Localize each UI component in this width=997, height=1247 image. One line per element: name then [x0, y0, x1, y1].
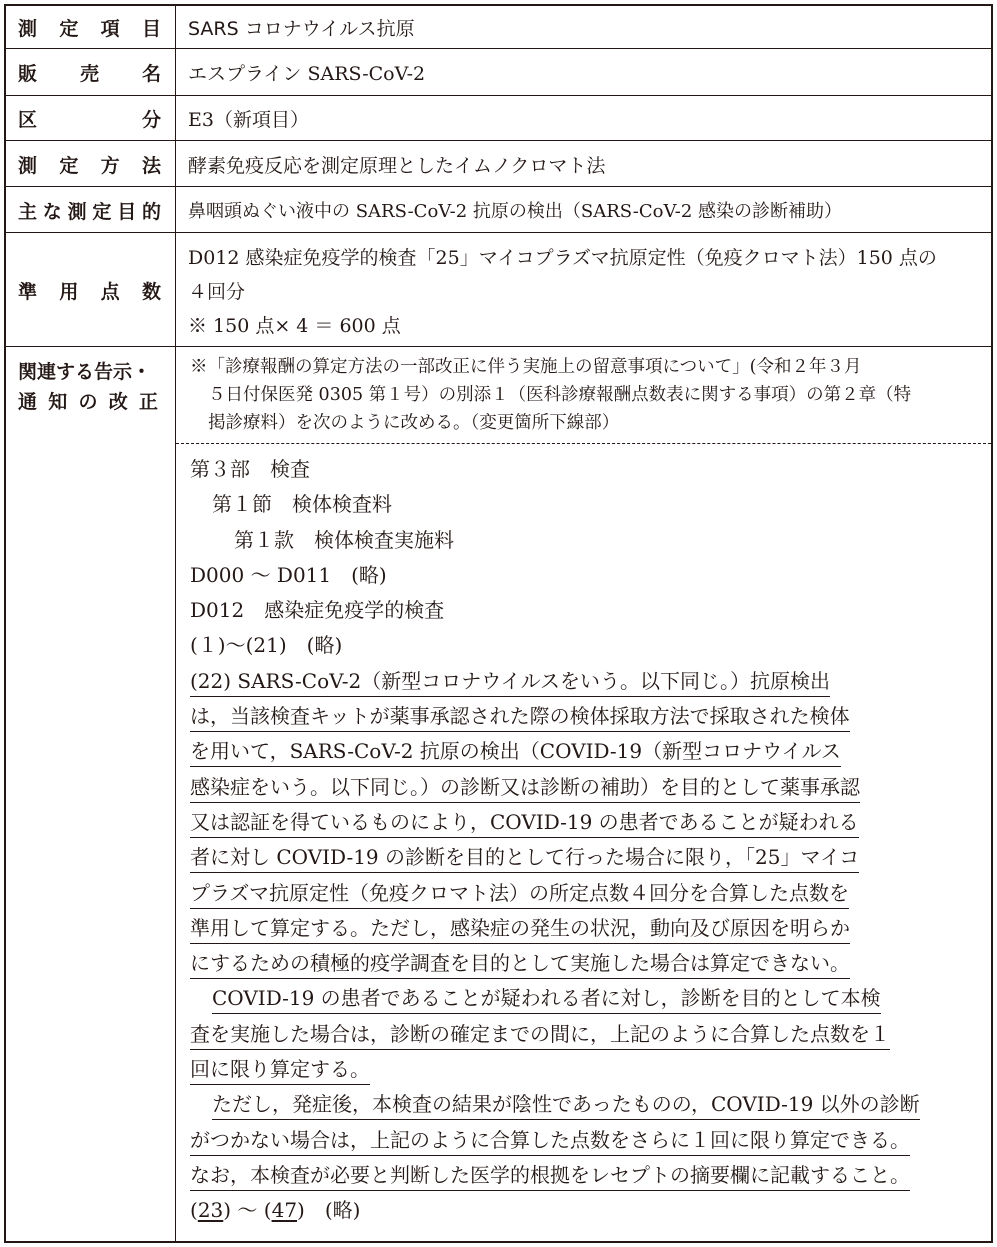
notice-intro-line: ５日付保医発 0305 第１号）の別添１（医科診療報酬点数表に関する事項）の第２章（特: [208, 385, 912, 405]
label-category: 区 分: [6, 96, 176, 141]
notice-intro: [176, 347, 991, 444]
body-line: D000 ～ D011 (略): [190, 562, 387, 587]
points-line-1: D012 感染症免疫学的検査「25」マイコプラズマ抗原定性（免疫クロマト法）150 点の: [188, 247, 937, 269]
document-table: [4, 4, 993, 1243]
value-purpose: 鼻咽頭ぬぐい液中の SARS-CoV-2 抗原の検出（SARS-CoV-2 感染の診断補助）: [188, 201, 843, 222]
body-line: (１)～(21) (略): [190, 633, 343, 658]
body-last-line: [190, 1193, 981, 1228]
last-c: ) ～ (: [223, 1198, 272, 1223]
last-b: 23: [197, 1198, 224, 1223]
underlined-line: を用いて，SARS-CoV-2 抗原の検出（COVID-19（新型コロナウイルス: [190, 736, 841, 767]
underlined-line: プラズマ抗原定性（免疫クロマト法）の所定点数４回分を合算した点数を: [190, 878, 849, 909]
underlined-line: 者に対し COVID-19 の診断を目的として行った場合に限り，「25」マイコ: [190, 842, 859, 873]
underlined-line: なお，本検査が必要と判断した医学的根拠をレセプトの摘要欄に記載すること。: [190, 1160, 910, 1191]
value-sales: エスプライン SARS-CoV-2: [188, 63, 426, 85]
value-method: 酵素免疫反応を測定原理としたイムノクロマト法: [188, 154, 606, 177]
underlined-line: 回に限り算定する。: [190, 1054, 370, 1085]
value-category: E3（新項目）: [188, 109, 309, 131]
label-points: 準 用 点 数: [6, 233, 176, 347]
label-notice: [6, 347, 176, 1241]
underlined-line: ただし，発症後，本検査の結果が陰性であったものの，COVID-19 以外の診断: [212, 1089, 920, 1120]
body-line: 第３部 検査: [190, 457, 310, 481]
label-method: 測 定 方 法: [6, 141, 176, 187]
underlined-line: COVID-19 の患者であることが疑われる者に対し，診断を目的として本検: [212, 983, 881, 1014]
row-purpose: [6, 186, 991, 233]
row-sales: [6, 48, 991, 96]
last-e: ) (略): [297, 1198, 361, 1223]
body-line: 第１節 検体検査料: [212, 492, 392, 517]
label-sales: 販 売 名: [6, 49, 176, 96]
row-item: [6, 6, 991, 48]
label-notice-line2: 通 知 の 改 正: [18, 391, 158, 413]
last-d: 47: [271, 1198, 298, 1223]
label-purpose: 主 な 測 定 目 的: [6, 187, 176, 233]
underlined-line: 感染症をいう。以下同じ。）の診断又は診断の補助）を目的として薬事承認: [190, 772, 860, 803]
row-notice: [6, 346, 991, 1241]
last-a: (: [190, 1198, 198, 1223]
body-line: D012 感染症免疫学的検査: [190, 598, 445, 623]
label-item: 測 定 項 目: [6, 6, 176, 48]
value-item: SARS コロナウイルス抗原: [188, 17, 415, 40]
points-line-3: ※ 150 点× 4 ＝ 600 点: [188, 315, 401, 337]
points-line-2: ４回分: [188, 281, 246, 303]
notice-intro-line: 掲診療料）を次のように改める。（変更箇所下線部）: [208, 413, 620, 433]
underlined-line: 又は認証を得ているものにより，COVID-19 の患者であることが疑われる: [190, 807, 859, 838]
notice-body: [176, 444, 991, 1241]
row-category: [6, 95, 991, 141]
underlined-line: にするための積極的疫学調査を目的として実施した場合は算定できない。: [190, 948, 850, 979]
underlined-line: 準用して算定する。ただし，感染症の発生の状況，動向及び原因を明らか: [190, 913, 850, 944]
underlined-line: (22) SARS-CoV-2（新型コロナウイルスをいう。以下同じ。）抗原検出: [190, 666, 830, 697]
row-points: [6, 232, 991, 347]
underlined-line: は，当該検査キットが薬事承認された際の検体採取方法で採取された検体: [190, 701, 850, 732]
underlined-line: がつかない場合は，上記のように合算した点数をさらに１回に限り算定できる。: [190, 1125, 910, 1156]
row-method: [6, 140, 991, 187]
notice-intro-line: ※「診療報酬の算定方法の一部改正に伴う実施上の留意事項について」(令和２年３月: [190, 357, 862, 377]
body-line: 第１款 検体検査実施料: [234, 527, 454, 552]
value-points: [176, 233, 991, 347]
label-notice-line1: 関連する告示・: [18, 361, 152, 383]
underlined-line: 査を実施した場合は，診断の確定までの間に，上記のように合算した点数を１: [190, 1019, 890, 1050]
